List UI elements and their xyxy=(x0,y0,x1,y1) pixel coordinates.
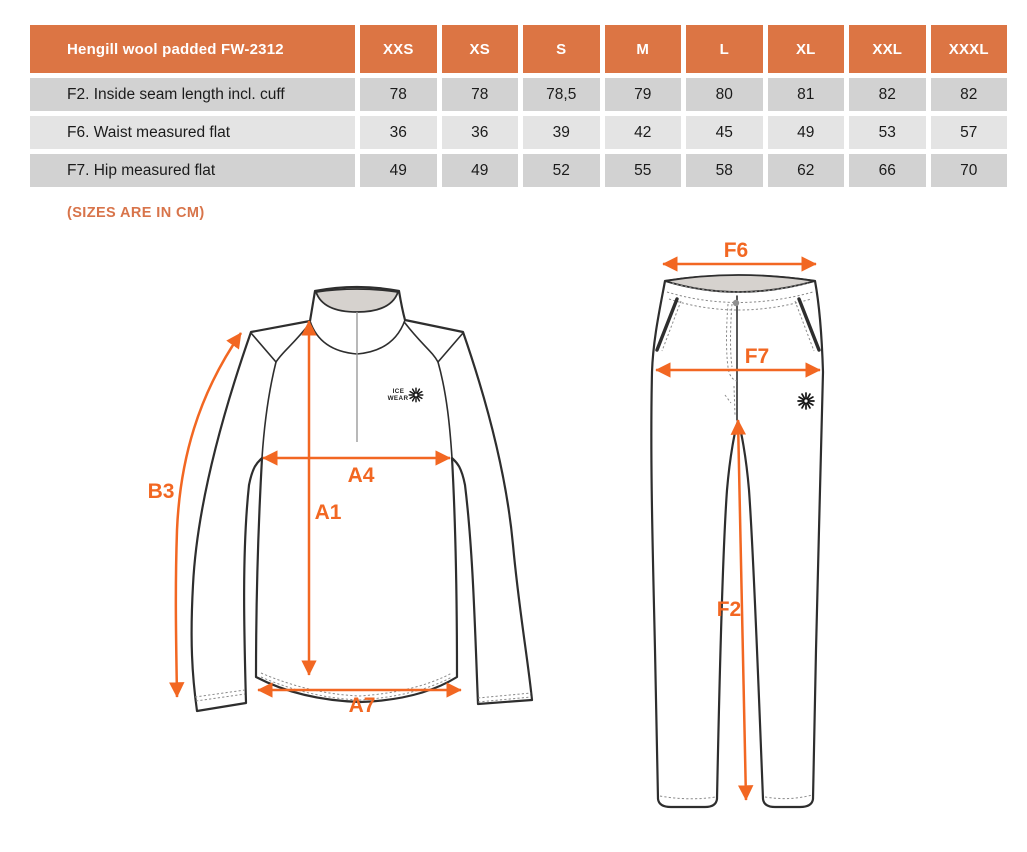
table-cell: 49 xyxy=(442,154,519,187)
table-cell: 36 xyxy=(360,116,437,149)
table-cell: 57 xyxy=(931,116,1008,149)
table-cell: 52 xyxy=(523,154,600,187)
table-cell: 58 xyxy=(686,154,763,187)
table-header-size: M xyxy=(605,25,682,73)
a4-label: A4 xyxy=(347,464,375,487)
table-cell: 78 xyxy=(360,78,437,111)
table-cell: 82 xyxy=(931,78,1008,111)
pants-diagram xyxy=(615,235,855,825)
table-header-size: L xyxy=(686,25,763,73)
table-header-size: XXL xyxy=(849,25,926,73)
table-cell: 78,5 xyxy=(523,78,600,111)
table-header-size: XS xyxy=(442,25,519,73)
table-row-label: F6. Waist measured flat xyxy=(30,116,355,149)
table-cell: 66 xyxy=(849,154,926,187)
b3-label: B3 xyxy=(147,480,175,503)
table-cell: 53 xyxy=(849,116,926,149)
f7-label: F7 xyxy=(744,345,770,368)
sizes-note: (SIZES ARE IN CM) xyxy=(67,205,205,221)
waist-button xyxy=(733,300,739,306)
table-header-size: S xyxy=(523,25,600,73)
table-header-size: XXXL xyxy=(931,25,1008,73)
table-cell: 36 xyxy=(442,116,519,149)
table-cell: 49 xyxy=(768,116,845,149)
table-cell: 49 xyxy=(360,154,437,187)
table-cell: 81 xyxy=(768,78,845,111)
sweater-outline xyxy=(192,287,532,711)
table-cell: 78 xyxy=(442,78,519,111)
table-cell: 55 xyxy=(605,154,682,187)
table-cell: 79 xyxy=(605,78,682,111)
table-cell: 45 xyxy=(686,116,763,149)
table-cell: 80 xyxy=(686,78,763,111)
table-header-size: XL xyxy=(768,25,845,73)
a1-label: A1 xyxy=(314,501,342,524)
pants-outline xyxy=(651,275,823,807)
logo-text-ice: ICE xyxy=(392,388,405,395)
table-header-product: Hengill wool padded FW-2312 xyxy=(30,25,355,73)
table-cell: 82 xyxy=(849,78,926,111)
table-row-label: F2. Inside seam length incl. cuff xyxy=(30,78,355,111)
f2-label: F2 xyxy=(716,598,742,621)
table-header-size: XXS xyxy=(360,25,437,73)
sweater-diagram xyxy=(130,268,540,743)
table-cell: 70 xyxy=(931,154,1008,187)
table-row-label: F7. Hip measured flat xyxy=(30,154,355,187)
size-table xyxy=(30,25,1007,187)
logo-text-wear: WEAR xyxy=(387,395,409,402)
table-cell: 62 xyxy=(768,154,845,187)
table-cell: 39 xyxy=(523,116,600,149)
f6-label: F6 xyxy=(723,239,749,262)
a7-label: A7 xyxy=(348,694,376,717)
table-cell: 42 xyxy=(605,116,682,149)
